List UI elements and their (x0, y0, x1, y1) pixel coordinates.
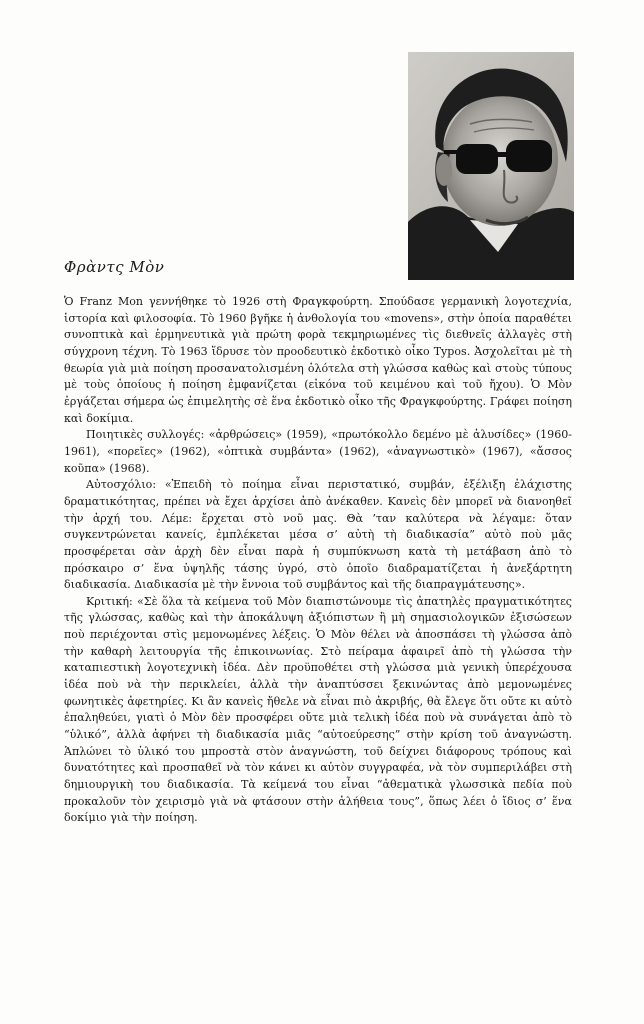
author-portrait (408, 52, 574, 280)
biography-paragraph: Ὁ Franz Mon γεννήθηκε τὸ 1926 στὴ Φραγκφούρτη. Σπούδασε γερμανικὴ λογοτεχνία, ἱστορία καὶ φιλοσοφία. Τὸ 1960 βγῆκε ἡ ἀνθολογία του «movens», στὴν ὁποία παραθέτει συνοπτικὰ καὶ ἑρμηνευτικὰ γιὰ πρώτη φορὰ τεκμηριωμένες τὶς διεθνεῖς ἀλλαγὲς στὴ σύγχρονη τέχνη. Τὸ 1963 ἵδρυσε τὸν προοδευτικὸ ἐκδοτικὸ οἶκο Typos. Ἀσχολεῖται μὲ τὴ θεωρία γιὰ μιὰ ποίηση προσανατολισμένη ὁλότελα στὴ γλώσσα καθὼς καὶ στοὺς τύπους μὲ τοὺς ὁποίους ἡ ποίηση ἐμφανίζεται (εἰκόνα τοῦ κειμένου καὶ τοῦ ἤχου). Ὁ Μὸν ἐργάζεται σήμερα ὡς ἐπιμελητὴς σὲ ἕνα ἐκδοτικὸ οἶκο τῆς Φραγκφούρτης. Γράφει ποίηση καὶ δοκίμια. (64, 295, 572, 425)
author-portrait-photo-icon (408, 52, 574, 280)
collections-paragraph: Ποιητικὲς συλλογές: «ἀρθρώσεις» (1959), «πρωτόκολλο δεμένο μὲ ἁλυσίδες» (1960-1961), «πορεῖες» (1962), «ὀπτικὰ συμβάντα» (1962), «ἀναγνωστικὸ» (1967), «ἄσσος κοῦπα» (1968). (64, 428, 572, 475)
biography-text (64, 294, 572, 827)
author-name-heading: Φρὰντς Μὸν (64, 258, 165, 276)
self-commentary-paragraph: Αὐτοσχόλιο: «Ἐπειδὴ τὸ ποίημα εἶναι περιστατικό, συμβάν, ἐξέλιξη ἐλάχιστης δραματικότητας, πρέπει νὰ ἔχει ἀρχίσει ἀπὸ ἀνέκαθεν. Κανεὶς δὲν μπορεῖ νὰ διανοηθεῖ τὴν ἀρχή του. Λέμε: ἔρχεται στὸ νοῦ μας. Θὰ ’ταν καλύτερα νὰ λέγαμε: ὅταν συγκεντρώνεται κανείς, ἐμπλέκεται μέσα σ’ αὐτὴ τὴ διαδικασία” αὐτὸ ποὺ μᾶς προσφέρεται σὰν ἀρχὴ δὲν εἶναι παρὰ ἡ συμπύκνωση κατὰ τὴ μετάβαση ἀπὸ τὸ πρόσκαιρο σ’ ἕνα ὑψηλῆς τάσης ὑγρό, στὸ ὁποῖο διαδραματίζεται ἡ ἀνεξάρτητη διαδικασία. Διαδικασία μὲ τὴν ἔννοια τοῦ συμβάντος καὶ τῆς διαπραγμάτευσης». (64, 478, 572, 592)
criticism-paragraph: Κριτική: «Σὲ ὅλα τὰ κείμενα τοῦ Μὸν διαπιστώνουμε τὶς ἀπατηλὲς πραγματικότητες τῆς γλώσσας, καθὼς καὶ τὴν ἀποκάλυψη ἀξιόπιστων ἢ μὴ σημασιολογικῶν ἐξισώσεων ποὺ περιέχονται στὶς μεμονωμένες λέξεις. Ὁ Μὸν θέλει νὰ ἀποσπάσει τὴ γλώσσα ἀπὸ τὴν καθαρὴ λειτουργία τῆς ἐπικοινωνίας. Στὸ πείραμα ἀφαιρεῖ ἀπὸ τὴ γλώσσα τὴν καταπιεστικὴ λογοτεχνικὴ ἰδέα. Δὲν προϋποθέτει στὴ γλώσσα μιὰ γενικὴ ὑπερέχουσα ἰδέα ποὺ νὰ τὴν περικλείει, ἀλλὰ τὴν ἀναπτύσσει ξεκινώντας ἀπὸ μεμονωμένες φωνητικὲς ἀφετηρίες. Κι ἂν κανεὶς ἤθελε νὰ εἶναι πιὸ ἀκριβής, θὰ ἔλεγε ὅτι οὔτε κι αὐτὸ ἐπαληθεύει, γιατὶ ὁ Μὸν δὲν προσφέρει οὔτε μιὰ τελικὴ ἰδέα ποὺ νὰ συνάγεται ἀπὸ τὸ “ὑλικό”, ἀλλὰ ἀφήνει τὴ διαδικασία μιᾶς “αὐτοεύρεσης” στὴν κρίση τοῦ ἀναγνώστη. Ἁπλώνει τὸ ὑλικό του μπροστὰ στὸν ἀναγνώστη, τοῦ δείχνει διάφορους τρόπους καὶ δυνατότητες καὶ προσπαθεῖ νὰ τὸν κάνει κι αὐτὸν συγγραφέα, νὰ τὸν συμπεριλάβει στὴ δημιουργικὴ του διαδικασία. Τὰ κείμενά του εἶναι “ἀθεματικὰ γλωσσικὰ πεδία ποὺ προκαλοῦν τὸν χειρισμὸ γιὰ νὰ φτάσουν στὴν ἀλήθεια τους”, ὅπως λέει ὁ ἴδιος σ’ ἕνα δοκίμιο γιὰ τὴν ποίηση. (64, 594, 572, 825)
